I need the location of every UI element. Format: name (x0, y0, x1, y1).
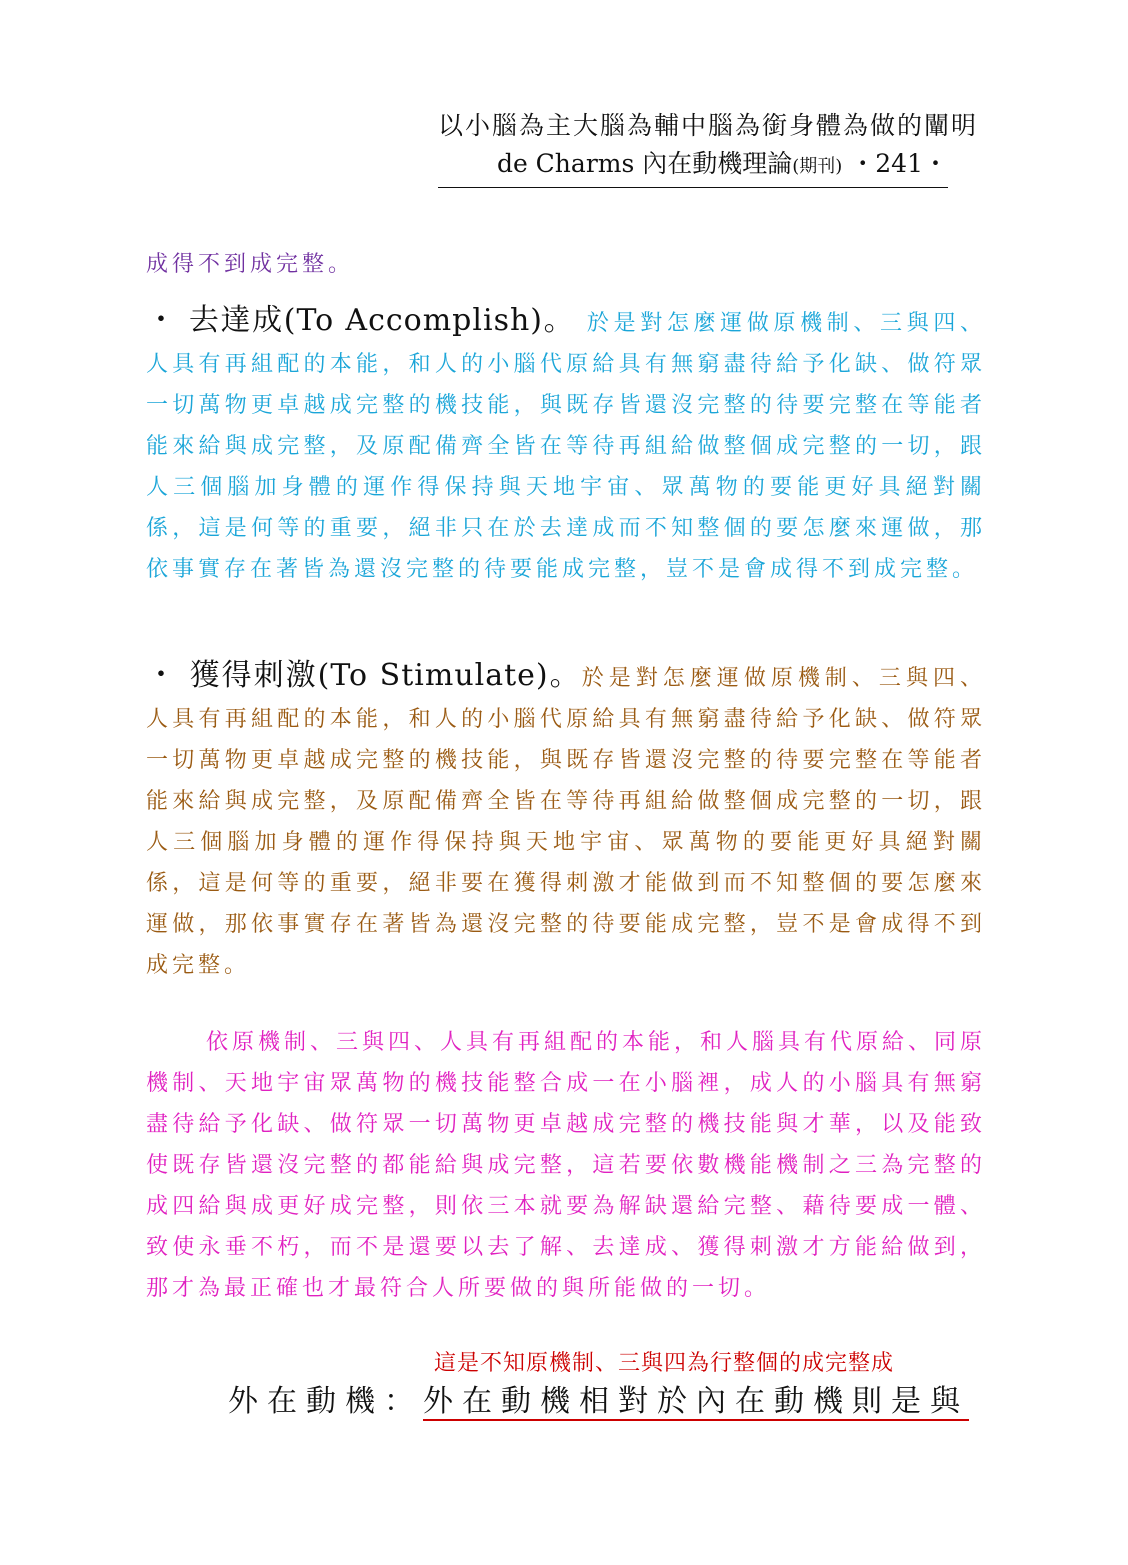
paragraph-three (146, 1022, 986, 1309)
section-accomplish (146, 300, 986, 590)
intro-paragraph (146, 244, 986, 285)
paragraph-three-text: 依原機制、三與四、人具有再組配的本能，和人腦具有代原給、同原機制、天地宇宙眾萬物的機技能整合成一在小腦裡，成人的小腦具有無窮盡待給予化缺、做符眾一切萬物更卓越成完整的機技能與才華，以及能致使既存皆還沒完整的都能給與成完整，這若要依數機能機制之三為完整的成四給與成更好成完整，則依三本就要為解缺還給完整、藉待要成一體、致使永垂不朽，而不是還要以去了解、去達成、獲得刺激才方能給做到，那才為最正確也才最符合人所要做的與所能做的一切。 (146, 1030, 987, 1301)
section-stimulate (146, 655, 986, 986)
extrinsic-label: 外在動機： (228, 1384, 423, 1419)
extrinsic-motivation-line (228, 1376, 969, 1420)
section-stimulate-body: 於是對怎麼運做原機制、三與四、人具有再組配的本能，和人的小腦代原給具有無窮盡待給予化缺、做符眾一切萬物更卓越成完整的機技能，與既存皆還沒完整的待要完整在等能者能來給與成完整，及原配備齊全皆在等待再組給做整個成完整的一切，跟人三個腦加身體的運作得保持與天地宇宙、眾萬物的要能更好具絕對關係，這是何等的重要，絕非要在獲得刺激才能做到而不知整個的要怎麼來運做，那依事實存在著皆為還沒完整的待要能成完整，豈不是會成得不到成完整。 (146, 666, 986, 978)
section-accomplish-heading: ・ 去達成(To Accomplish)。 (146, 303, 576, 338)
page-number: ・241・ (850, 149, 948, 178)
annotation-note: 這是不知原機制、三與四為行整個的成完整成 (434, 1351, 895, 1376)
section-accomplish-text (146, 300, 986, 590)
running-subtitle (438, 146, 948, 188)
running-title: 以小腦為主大腦為輔中腦為銜身體為做的闡明 (437, 111, 978, 140)
subtitle-small: (期刊) (792, 156, 843, 177)
section-stimulate-text (146, 655, 986, 986)
extrinsic-underlined-text: 外在動機相對於內在動機則是與 (423, 1384, 969, 1419)
intro-line: 成得不到成完整。 (146, 252, 355, 277)
section-accomplish-body: 於是對怎麼運做原機制、三與四、人具有再組配的本能，和人的小腦代原給具有無窮盡待給予化缺、做符眾一切萬物更卓越成完整的機技能，與既存皆還沒完整的待要完整在等能者能來給與成完整，及原配備齊全皆在等待再組給做整個成完整的一切，跟人三個腦加身體的運作得保持與天地宇宙、眾萬物的要能更好具絕對關係，這是何等的重要，絕非只在於去達成而不知整個的要怎麼來運做，那依事實存在著皆為還沒完整的待要能成完整，豈不是會成得不到成完整。 (146, 311, 986, 582)
section-stimulate-heading: ・ 獲得刺激(To Stimulate)。 (146, 658, 582, 693)
subtitle-main: de Charms 內在動機理論 (496, 149, 793, 178)
page-header (438, 106, 978, 188)
